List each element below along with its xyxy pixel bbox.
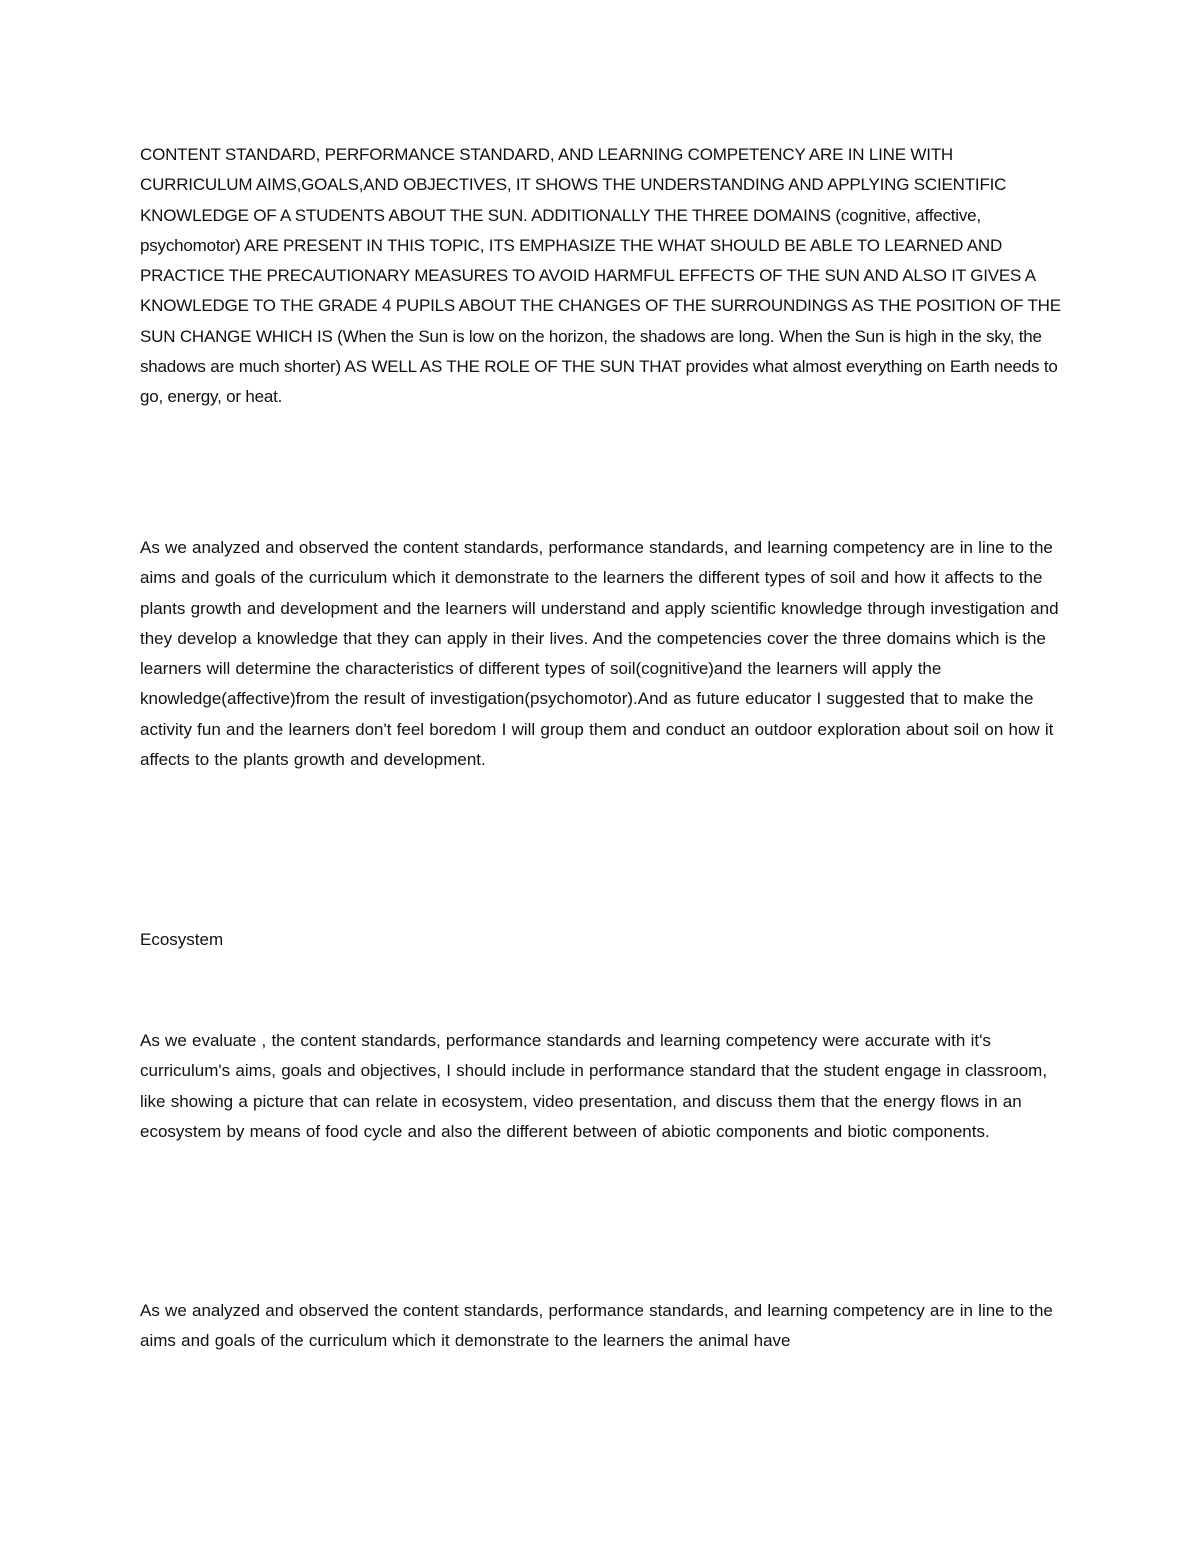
paragraph-soil-analysis: As we analyzed and observed the content standards, performance standards, and learning competency are in line to the aims and goals of the curriculum which it demonstrate to the learners the different types of soil and how it affects to the plants growth and development and the learners will understand and apply scientific knowledge through investigation and they develop a knowledge that they can apply in their lives. And the competencies cover the three domains which is the learners will determine the characteristics of different types of soil(cognitive)and the learners will apply the knowledge(affective)from the result of investigation(psychomotor).And as future educator I suggested that to make the activity fun and the learners don't feel boredom I will group them and conduct an outdoor exploration about soil on how it affects to the plants growth and development. [140, 538, 1059, 770]
paragraph-animal-analysis: As we analyzed and observed the content standards, performance standards, and learning competency are in line to the aims and goals of the curriculum which it demonstrate to the learners the animal have [140, 1301, 1053, 1351]
paragraph-ecosystem-evaluation: As we evaluate , the content standards, performance standards and learning competency were accurate with it's curriculum's aims, goals and objectives, I should include in performance standard that the student engage in classroom, like showing a picture that can relate in ecosystem, video presentation, and discuss them that the energy flows in an ecosystem by means of food cycle and also the different between of abiotic components and biotic components. [140, 1031, 1048, 1141]
paragraph-sun-standards: CONTENT STANDARD, PERFORMANCE STANDARD, AND LEARNING COMPETENCY ARE IN LINE WITH CURRICULUM AIMS,GOALS,AND OBJECTIVES, IT SHOWS THE UNDERSTANDING AND APPLYING SCIENTIFIC KNOWLEDGE OF A STUDENTS ABOUT THE SUN. ADDITIONALLY THE THREE DOMAINS (cognitive, affective, psychomotor) ARE PRESENT IN THIS TOPIC, ITS EMPHASIZE THE WHAT SHOULD BE ABLE TO LEARNED AND PRACTICE THE PRECAUTIONARY MEASURES TO AVOID HARMFUL EFFECTS OF THE SUN AND ALSO IT GIVES A KNOWLEDGE TO THE GRADE 4 PUPILS ABOUT THE CHANGES OF THE SURROUNDINGS AS THE POSITION OF THE SUN CHANGE WHICH IS (When the Sun is low on the horizon, the shadows are long. When the Sun is high in the sky, the shadows are much shorter) AS WELL AS THE ROLE OF THE SUN THAT provides what almost everything on Earth needs to go, energy, or heat. [140, 145, 1061, 407]
section-heading-ecosystem: Ecosystem [140, 930, 224, 949]
